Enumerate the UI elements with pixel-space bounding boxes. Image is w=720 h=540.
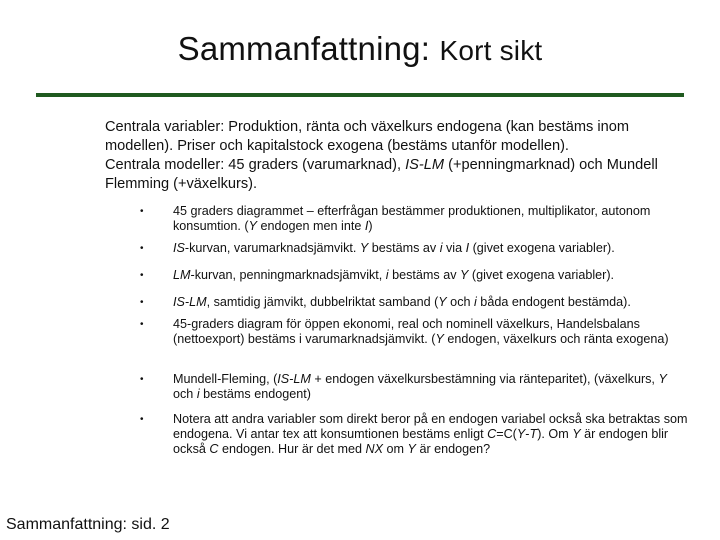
- b6-text-4: bestäms endogent): [199, 387, 311, 401]
- bullet-text: [173, 241, 615, 255]
- b7-c: C: [487, 427, 497, 441]
- b7-text: Notera att andra variabler som direkt beror på en endogen variabel också ska betraktas som endogena. Vi antar tex att konsumtionen bestäms enligt: [173, 412, 688, 441]
- b6-islm: IS-LM: [277, 372, 311, 386]
- b7-text-6: är endogen?: [415, 442, 491, 456]
- intro-variables-heading: Centrala variabler: [105, 119, 221, 135]
- b4-islm: IS-LM: [173, 295, 207, 309]
- list-item: [140, 412, 688, 457]
- b7-text-5: om: [383, 442, 408, 456]
- b3-text: -kurvan, penningmarknadsjämvikt,: [190, 268, 386, 282]
- b5-text: 45-graders diagram för öppen ekonomi, real och nominell växelkurs, Handelsbalans (nettoexport) bestäms i varumarknadsjämvikt. (: [173, 317, 640, 346]
- b6-y: Y: [658, 372, 667, 386]
- list-item: [140, 295, 688, 310]
- bullet-icon: •: [140, 206, 144, 217]
- b7-y: Y: [516, 427, 526, 441]
- bullet-icon: •: [140, 270, 144, 281]
- intro-variables-text: : Produktion, ränta och växelkurs endogena (kan bestäms inom modellen). Priser och kapitalstock exogena (bestäms utanför modellen).: [105, 119, 630, 154]
- b7-text-2: ). Om: [537, 427, 573, 441]
- intro-models-islm: IS-LM: [405, 157, 445, 173]
- intro-variables: [105, 118, 685, 156]
- b5-text-2: endogen, växelkurs och ränta exogena): [443, 332, 669, 346]
- intro-models: [105, 156, 685, 194]
- title-sub: Kort sikt: [439, 35, 543, 66]
- b2-text-3: via: [442, 241, 466, 255]
- b2-y: Y: [359, 241, 369, 255]
- list-item: [140, 268, 688, 283]
- b4-text-2: och: [446, 295, 474, 309]
- b7-c-2: C: [209, 442, 219, 456]
- b1-y: Y: [248, 219, 257, 233]
- slide-footer: Sammanfattning: sid. 2: [6, 516, 170, 533]
- bullet-text: [173, 204, 650, 233]
- bullet-text: [173, 372, 667, 401]
- b7-text-3: är endogen blir också: [173, 427, 669, 456]
- bullet-text: [173, 268, 614, 282]
- bullet-text: [173, 317, 669, 346]
- b6-text-2: + endogen växelkursbestämning via ränteparitet), (växelkurs,: [310, 372, 659, 386]
- b3-lm: LM: [173, 268, 191, 282]
- b3-text-3: (givet exogena variabler).: [468, 268, 615, 282]
- b1-text: 45 graders diagrammet – efterfrågan bestämmer produktionen, multiplikator, autonom konsumtion. (: [173, 204, 651, 233]
- bullet-text: [173, 295, 631, 309]
- title-divider: [36, 93, 684, 97]
- b7-text-4: endogen. Hur är det med: [218, 442, 366, 456]
- bullet-list: [140, 204, 688, 457]
- b1-text-3: ): [368, 219, 373, 233]
- b5-y: Y: [435, 332, 444, 346]
- b7-y-2: Y: [572, 427, 581, 441]
- b4-text: , samtidig jämvikt, dubbelriktat samband (: [206, 295, 439, 309]
- b3-text-2: bestäms av: [388, 268, 461, 282]
- b2-I: I: [465, 241, 470, 255]
- b6-text-3: och: [173, 387, 197, 401]
- b1-i: I: [364, 219, 369, 233]
- b3-i: i: [385, 268, 389, 282]
- list-item: [140, 372, 688, 402]
- b4-y: Y: [438, 295, 447, 309]
- title-main: Sammanfattning:: [177, 30, 431, 67]
- b2-text-4: (givet exogena variabler).: [469, 241, 615, 255]
- bullet-icon: •: [140, 414, 144, 425]
- bullet-icon: •: [140, 243, 144, 254]
- b2-i: i: [439, 241, 443, 255]
- b3-y: Y: [460, 268, 469, 282]
- b6-i: i: [196, 387, 200, 401]
- intro-models-text-end: (+penningmarknad) och Mundell Flemming (+växelkurs).: [105, 157, 658, 192]
- page-title: [0, 30, 720, 68]
- b2-text-2: bestäms av: [368, 241, 440, 255]
- b7-nx: NX: [365, 442, 384, 456]
- intro-models-text: : 45 graders (varumarknad),: [220, 157, 406, 173]
- b1-text-2: endogen men inte: [257, 219, 365, 233]
- b7-eq: =C(: [496, 427, 517, 441]
- b7-y-3: Y: [407, 442, 416, 456]
- list-item: [140, 241, 688, 256]
- bullet-icon: •: [140, 319, 144, 330]
- b2-is: IS: [173, 241, 185, 255]
- bullet-text: [173, 412, 688, 456]
- b4-text-3: båda endogent bestämda).: [476, 295, 631, 309]
- b4-i: i: [474, 295, 477, 309]
- intro-models-heading: Centrala modeller: [105, 157, 221, 173]
- list-item: [140, 204, 688, 239]
- b6-text: Mundell-Fleming, (: [173, 372, 278, 386]
- bullet-icon: •: [140, 374, 144, 385]
- list-item: [140, 317, 688, 362]
- b2-text: -kurvan, varumarknadsjämvikt.: [184, 241, 360, 255]
- bullet-icon: •: [140, 297, 144, 308]
- intro-text: [105, 118, 685, 194]
- b7-dash: -: [525, 427, 530, 441]
- b7-t: T: [529, 427, 538, 441]
